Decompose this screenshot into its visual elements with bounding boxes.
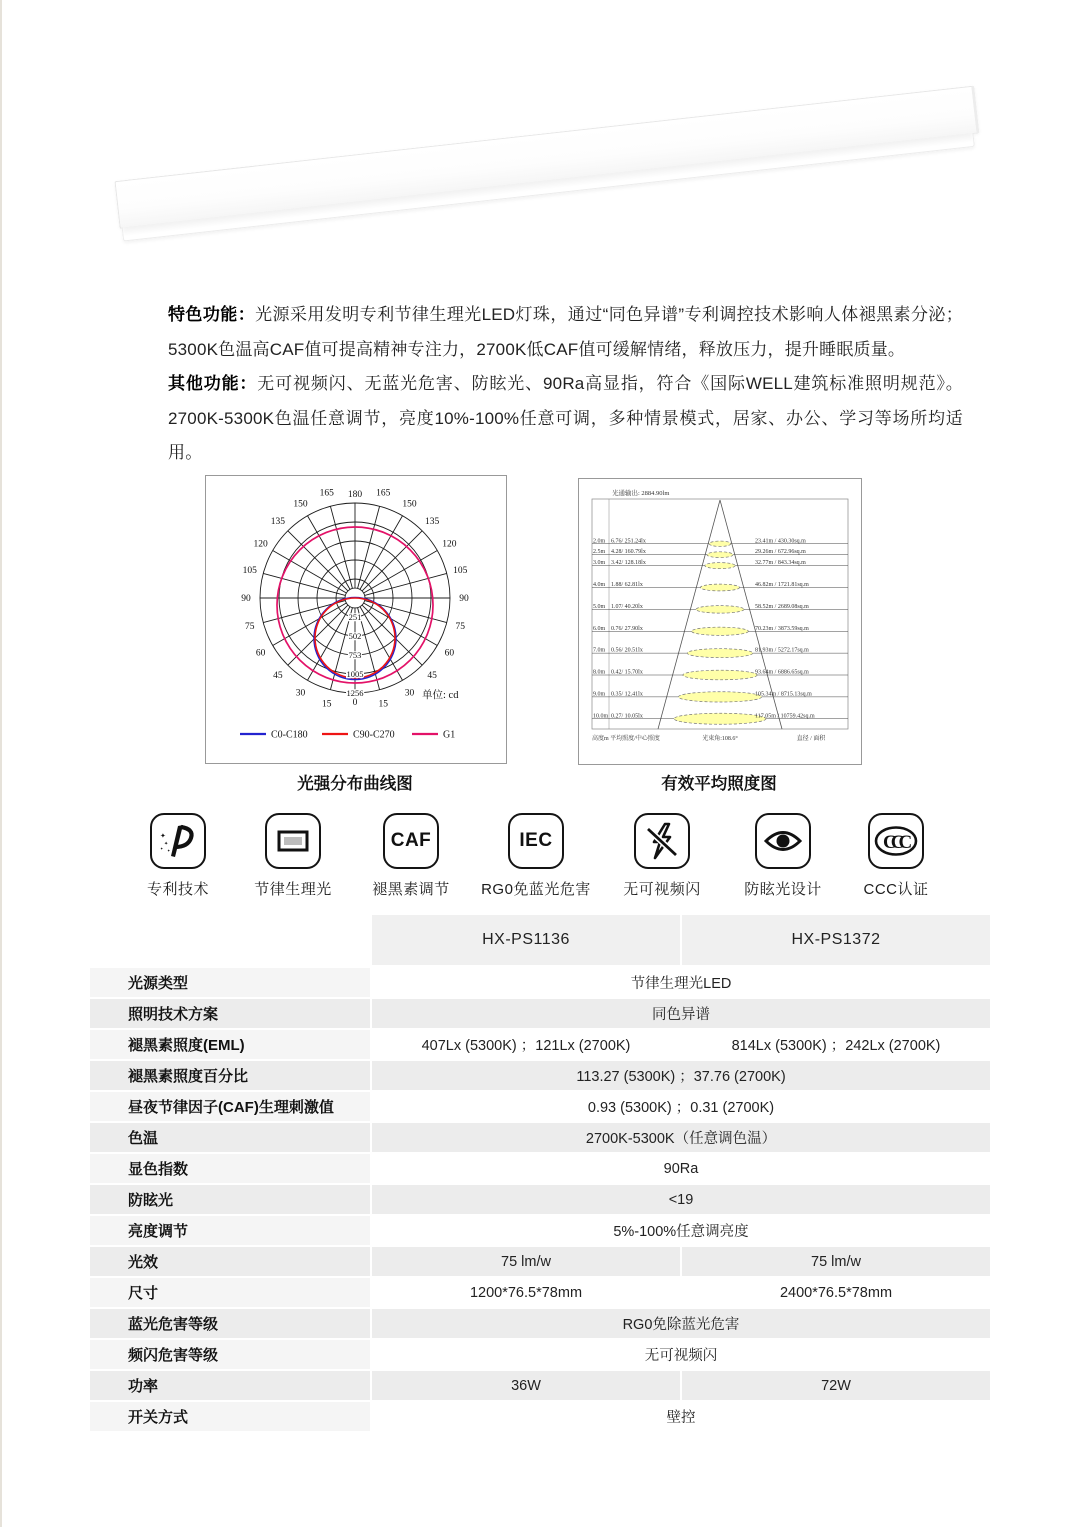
cone-diameter-area-value: 117.05m / 10759.42sq.m xyxy=(755,713,815,720)
polar-angle-label: 15 xyxy=(322,699,332,710)
legend-label-C90-C270: C90-C270 xyxy=(353,729,395,741)
polar-unit-label: 单位: cd xyxy=(422,690,459,701)
spec-row-label: 亮度调节 xyxy=(90,1216,370,1245)
polar-angle-label: 105 xyxy=(453,565,468,576)
no-flicker-icon xyxy=(634,813,690,869)
cone-beam-ellipse xyxy=(687,649,753,658)
polar-angle-label: 150 xyxy=(402,499,417,510)
spec-table xyxy=(90,915,990,1433)
legend-label-C0-C180: C0-C180 xyxy=(271,729,308,741)
cone-diameter-area-value: 105.34m / 8715.13sq.m xyxy=(755,691,812,698)
polar-angle-label: 45 xyxy=(427,671,437,682)
spec-row-label: 尺寸 xyxy=(90,1278,370,1307)
intensity-distribution-chart xyxy=(205,475,507,764)
polar-grid-spoke xyxy=(263,573,345,595)
polar-angle-label: 180 xyxy=(347,490,363,500)
svg-text:✦: ✦ xyxy=(164,842,169,847)
spec-row-value: 75 lm/w xyxy=(682,1247,990,1276)
spec-row-label: 色温 xyxy=(90,1123,370,1152)
icon-label: 专利技术 xyxy=(146,881,209,898)
cone-footer-center: 光束角:108.6° xyxy=(702,736,738,742)
caf-icon-text: CAF xyxy=(390,830,432,851)
caf-icon xyxy=(383,813,439,869)
spec-row-value: 72W xyxy=(682,1371,990,1400)
polar-angle-label: 120 xyxy=(253,539,268,550)
cone-beam-ellipse xyxy=(674,713,766,724)
spec-row-label: 蓝光危害等级 xyxy=(90,1309,370,1338)
feature-label-1: 特色功能： xyxy=(168,305,256,324)
spec-row-value: 节律生理光LED xyxy=(372,968,990,997)
cone-footer-left: 高度m 平均照度/中心照度 xyxy=(592,736,660,742)
spec-row xyxy=(90,1061,990,1090)
cone-lux-value: 0.76/ 27.90lx xyxy=(611,625,643,632)
cone-diameter-area-value: 23.41m / 430.30sq.m xyxy=(755,538,806,545)
feature-paragraph-2 xyxy=(168,367,963,471)
cone-beam-ellipse xyxy=(696,606,744,614)
iec-icon xyxy=(508,813,564,869)
polar-grid-spoke xyxy=(330,506,352,588)
spec-column-header-HX-PS1136: HX-PS1136 xyxy=(372,915,680,965)
cone-diameter-area-value: 81.93m / 5272.17sq.m xyxy=(755,647,809,654)
spec-row xyxy=(90,1154,990,1183)
polar-angle-label: 0 xyxy=(352,698,358,708)
spec-row-value: 36W xyxy=(372,1371,680,1400)
iec-icon-text: IEC xyxy=(519,830,553,851)
spec-row-label: 昼夜节律因子(CAF)生理刺激值 xyxy=(90,1092,370,1121)
icon-label: 褪黑素调节 xyxy=(372,881,450,898)
cone-beam-ellipse xyxy=(709,541,731,546)
spec-row-label: 光效 xyxy=(90,1247,370,1276)
ccc-icon xyxy=(868,813,924,869)
spec-row xyxy=(90,1402,990,1431)
spec-row-label: 功率 xyxy=(90,1371,370,1400)
svg-text:✦: ✦ xyxy=(167,848,171,853)
polar-angle-label: 90 xyxy=(459,594,469,604)
cone-beam-ellipse xyxy=(707,552,733,558)
spec-table-header-spacer xyxy=(90,915,370,965)
spec-row-value: 90Ra xyxy=(372,1154,990,1183)
polar-angle-label: 45 xyxy=(273,671,283,682)
cone-diameter-area-value: 32.77m / 843.34sq.m xyxy=(755,560,806,567)
flux-output-label: 光通输出: 2884.90lm xyxy=(612,490,670,497)
spec-row-value: 0.93 (5300K) ；0.31 (2700K) xyxy=(372,1092,990,1121)
spec-row xyxy=(90,1092,990,1121)
cone-height-label: 8.0m xyxy=(593,669,606,676)
spec-row-label: 开关方式 xyxy=(90,1402,370,1431)
polar-ring-label: 251 xyxy=(348,612,362,622)
spec-row xyxy=(90,1340,990,1369)
icon-label: RG0免蓝光危害 xyxy=(481,881,591,898)
polar-angle-label: 105 xyxy=(242,565,257,576)
cone-lux-value: 0.27/ 10.05lx xyxy=(611,713,643,720)
polar-angle-label: 15 xyxy=(378,699,388,710)
spec-row-label: 光源类型 xyxy=(90,968,370,997)
feature-paragraph-1 xyxy=(168,298,963,367)
spec-row-value: 壁控 xyxy=(372,1402,990,1431)
cone-beam-ellipse xyxy=(700,584,739,591)
cone-beam-ellipse xyxy=(683,670,757,680)
polar-angle-label: 90 xyxy=(241,594,251,604)
polar-grid-spoke xyxy=(288,531,348,591)
spec-row-label: 照明技术方案 xyxy=(90,999,370,1028)
page-edge xyxy=(0,0,2,1527)
spec-row xyxy=(90,1371,990,1400)
polar-grid-spoke xyxy=(358,506,380,588)
spec-row-label: 褪黑素照度(EML) xyxy=(90,1030,370,1059)
intensity-chart-caption: 光强分布曲线图 xyxy=(297,775,413,793)
cone-diameter-area-value: 46.82m / 1721.81sq.m xyxy=(755,582,809,588)
cone-lux-value: 4.28/ 160.79lx xyxy=(611,549,646,556)
product-image xyxy=(114,86,981,245)
spec-row-label: 频闪危害等级 xyxy=(90,1340,370,1369)
cone-height-label: 3.0m xyxy=(593,560,606,567)
spec-column-header-HX-PS1372: HX-PS1372 xyxy=(682,915,990,965)
polar-ring-label: 753 xyxy=(348,650,362,660)
ccc-icon-text: CCC xyxy=(883,832,907,853)
polar-angle-label: 135 xyxy=(424,516,440,527)
polar-ring-label: 1256 xyxy=(346,688,364,698)
cone-height-label: 4.0m xyxy=(593,582,606,588)
spec-row-value: 同色异谱 xyxy=(372,999,990,1028)
cone-diameter-area-value: 58.52m / 2689.08sq.m xyxy=(755,603,809,610)
spec-row xyxy=(90,999,990,1028)
polar-angle-label: 165 xyxy=(319,488,334,499)
polar-angle-label: 60 xyxy=(444,648,455,659)
polar-angle-label: 120 xyxy=(442,539,457,550)
spec-row-label: 褪黑素照度百分比 xyxy=(90,1061,370,1090)
spec-row xyxy=(90,1278,990,1307)
icon-item-ccc xyxy=(811,813,981,899)
cone-height-label: 6.0m xyxy=(593,625,606,632)
spec-row-value: 5%-100%任意调亮度 xyxy=(372,1216,990,1245)
polar-angle-label: 150 xyxy=(293,499,308,510)
icon-label: CCC认证 xyxy=(863,881,929,898)
svg-text:✦: ✦ xyxy=(160,832,166,840)
spec-row xyxy=(90,1185,990,1214)
cone-lux-value: 3.42/ 128.18lx xyxy=(611,560,646,567)
polar-angle-label: 75 xyxy=(244,622,255,633)
legend-label-G1: G1 xyxy=(443,729,456,741)
spec-row-value: 75 lm/w xyxy=(372,1247,680,1276)
spec-row-value: 无可视频闪 xyxy=(372,1340,990,1369)
cone-height-label: 2.0m xyxy=(593,538,606,545)
spec-row-value: <19 xyxy=(372,1185,990,1214)
spec-row-label: 显色指数 xyxy=(90,1154,370,1183)
cone-beam-ellipse xyxy=(692,627,749,635)
cone-lux-value: 1.88/ 62.81lx xyxy=(611,582,643,588)
cone-height-label: 5.0m xyxy=(593,603,606,610)
spec-row-value: 2700K-5300K（任意调色温） xyxy=(372,1123,990,1152)
cone-chart-svg xyxy=(579,479,859,762)
spec-row-value: 2400*76.5*78mm xyxy=(682,1278,990,1307)
cone-chart-caption: 有效平均照度图 xyxy=(661,775,777,793)
cone-beam-ellipse xyxy=(678,692,761,702)
polar-angle-label: 60 xyxy=(255,648,266,659)
spec-row xyxy=(90,1123,990,1152)
illuminance-cone-chart xyxy=(578,478,862,765)
polar-grid-spoke xyxy=(365,573,447,595)
cone-lux-value: 0.56/ 20.51lx xyxy=(611,647,643,654)
spec-row xyxy=(90,1247,990,1276)
cone-diameter-area-value: 93.64m / 6886.65sq.m xyxy=(755,669,809,676)
icon-label: 节律生理光 xyxy=(254,881,332,898)
cone-lux-value: 1.07/ 40.20lx xyxy=(611,603,643,610)
patent-icon xyxy=(150,813,206,869)
cone-lux-value: 0.35/ 12.41lx xyxy=(611,691,643,698)
polar-grid-spoke xyxy=(362,531,422,591)
polar-angle-label: 75 xyxy=(455,622,466,633)
spec-row-value: RG0免除蓝光危害 xyxy=(372,1309,990,1338)
cone-beam-ellipse xyxy=(705,563,735,569)
cone-diameter-area-value: 29.26m / 672.96sq.m xyxy=(755,549,806,556)
polar-angle-label: 165 xyxy=(376,488,391,499)
polar-ring-label: 1005 xyxy=(346,669,364,679)
spec-row-value: 113.27 (5300K) ；37.76 (2700K) xyxy=(372,1061,990,1090)
spec-row-label: 防眩光 xyxy=(90,1185,370,1214)
spec-row-value: 407Lx (5300K) ；121Lx (2700K) xyxy=(372,1030,680,1059)
feature-text-2: 无可视频闪、无蓝光危害、防眩光、90Ra高显指，符合《国际WELL建筑标准照明规范》。2700K-5300K色温任意调节，亮度10%-100%任意可调，多种情景模式，居家、办公、学习等场所均适用。 xyxy=(168,374,963,462)
polar-angle-label: 30 xyxy=(295,688,306,699)
spec-row xyxy=(90,1309,990,1338)
spec-table-header xyxy=(90,915,990,965)
spec-row-value: 1200*76.5*78mm xyxy=(372,1278,680,1307)
spec-row xyxy=(90,1030,990,1059)
anti-glare-icon xyxy=(755,813,811,869)
polar-ring-label: 502 xyxy=(348,631,362,641)
cone-diameter-area-value: 70.23m / 3873.59sq.m xyxy=(755,625,809,632)
feature-label-2: 其他功能： xyxy=(168,374,258,393)
feature-text-1: 光源采用发明专利节律生理光LED灯珠，通过“同色异谱”专利调控技术影响人体褪黑素分泌；5300K色温高CAF值可提高精神专注力，2700K低CAF值可缓解情绪，释放压力，提升睡眠质量。 xyxy=(168,305,964,359)
cone-height-label: 7.0m xyxy=(593,647,606,654)
spec-row xyxy=(90,1216,990,1245)
polar-angle-label: 135 xyxy=(270,516,286,527)
spec-row xyxy=(90,968,990,997)
icon-label: 防眩光设计 xyxy=(744,881,822,898)
spec-row-value: 814Lx (5300K) ；242Lx (2700K) xyxy=(682,1030,990,1059)
svg-text:✦: ✦ xyxy=(160,846,164,851)
cone-height-label: 9.0m xyxy=(593,691,606,698)
icon-label: 无可视频闪 xyxy=(623,881,701,898)
polar-angle-label: 30 xyxy=(404,688,415,699)
feature-description xyxy=(168,298,963,471)
cone-height-label: 2.5m xyxy=(593,549,606,556)
cone-lux-value: 0.42/ 15.70lx xyxy=(611,669,643,676)
polar-chart-svg xyxy=(206,476,504,761)
cone-height-label: 10.0m xyxy=(593,713,609,720)
cone-footer-right: 直径 / 面积 xyxy=(796,736,826,742)
cone-lux-value: 6.76/ 251.24lx xyxy=(611,538,646,545)
physio-light-icon xyxy=(265,813,321,869)
